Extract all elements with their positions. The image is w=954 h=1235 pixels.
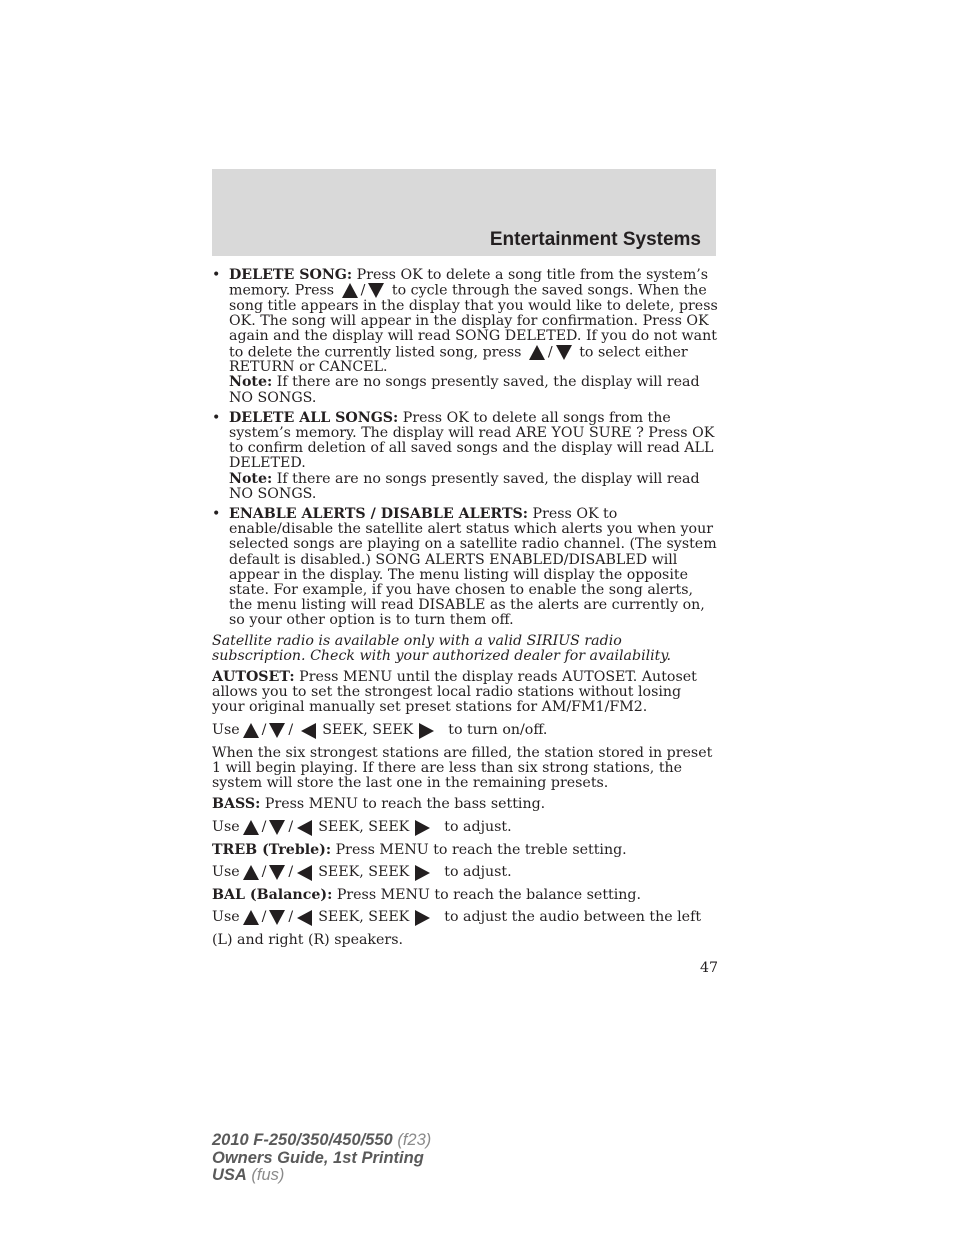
note-text: If there are no songs presently saved, the display will read NO SONGS. [229,374,700,406]
bullet-enable-alerts [212,507,718,629]
action-text: to adjust. [444,864,512,881]
bass-paragraph [212,797,718,812]
autoset-controls: Use / / SEEK, SEEK to turn on/off. [212,722,548,739]
autoset-label: AUTOSET: [212,669,295,686]
down-arrow-icon [269,820,285,835]
bullet-dot: • [212,506,221,523]
left-arrow-icon [301,723,316,739]
bullet-text: Press OK to enable/disable the satellite alert status which alerts you when your selected songs are playing on a satellite radio channel. (The system default is disabled.) SONG ALERTS ENABLED/DISABLED will appear in the display. The menu listing will display the opposite state. For example, if you have chosen to enable the song alerts, the menu listing will read DISABLE as the alerts are currently on, so your other option is to turn them off. [229,506,717,629]
seek-text: SEEK, SEEK [318,864,410,881]
down-arrow-icon [269,910,285,925]
treb-paragraph [212,843,718,858]
seek-text: SEEK, SEEK [318,909,410,926]
bullet-label: DELETE ALL SONGS: [229,409,399,426]
bullet-delete-all-songs [212,411,718,502]
up-arrow-icon [529,345,545,360]
action-text: to turn on/off. [448,722,548,739]
bullet-text: Press OK to delete a song title from the system’s memory. Press [229,267,709,299]
bullet-delete-song: • DELETE SONG: Press OK to delete a song title from the system’s memory. Press / to cycle through the saved songs. When the song title appears in the display that you would like to delete, press OK. The song will appear in the display for confirmation. Press OK again and the display will read SONG DELETED. If you do not want to delete the currently listed song, press / to select either RETURN or CANCEL. Note: If there are no songs presently saved, the display will read NO SONGS. [212,267,718,406]
footer-model: 2010 F-250/350/450/550 [212,1131,393,1149]
section-title: Entertainment Systems [489,229,701,250]
use-text: Use [212,818,240,835]
bullet-text: to cycle through the saved songs. When the song title appears in the display that you would like to delete, press OK. The song will appear in the display for confirmation. Press OK again and the display will read SONG DELETED. If you do not want to delete the currently listed song, press [229,282,718,361]
action-text: to adjust. [444,818,512,835]
footer-region: USA [212,1166,247,1184]
seek-text: SEEK, SEEK [322,722,414,739]
bass-controls: Use / / SEEK, SEEK to adjust. [212,818,512,835]
down-arrow-icon [368,283,384,298]
up-arrow-icon [243,723,259,738]
document-footer [212,1132,431,1185]
left-arrow-icon [297,865,312,881]
bullet-label: DELETE SONG: [229,267,353,283]
use-text: Use [212,722,240,739]
bullet-label: ENABLE ALERTS / DISABLE ALERTS: [229,506,529,523]
note-text: If there are no songs presently saved, the display will read NO SONGS. [229,470,700,502]
footer-edition: Owners Guide, 1st Printing [212,1148,424,1167]
footer-code: (f23) [392,1131,432,1149]
up-arrow-icon [243,865,259,880]
autoset-text: Press MENU until the display reads AUTOSET. Autoset allows you to set the strongest local radio stations without losing your original manually set preset stations for AM/FM1/FM2. [212,669,697,716]
down-arrow-icon [269,723,285,738]
bal-continuation: (L) and right (R) speakers. [212,931,403,948]
down-arrow-icon [269,865,285,880]
left-arrow-icon [297,910,312,926]
bullet-dot: • [212,267,221,283]
note-label: Note: [229,470,273,487]
bullet-text: to select either RETURN or CANCEL. [229,344,688,376]
page-number: 47 [700,960,719,976]
page-content [212,268,718,954]
section-header [212,169,716,256]
right-arrow-icon [419,723,434,739]
autoset-after: When the six strongest stations are filled, the station stored in preset 1 will begin playing. If there are less than six strong stations, the system will store the last one in the remaining presets. [212,744,713,792]
up-arrow-icon [342,283,358,298]
right-arrow-icon [415,865,430,881]
seek-text: SEEK, SEEK [318,818,410,835]
right-arrow-icon [415,910,430,926]
action-text: to adjust the audio between the left [444,909,702,926]
bal-controls: Use / / SEEK, SEEK to adjust the audio between the left [212,909,702,926]
satellite-note: Satellite radio is available only with a valid SIRIUS radio subscription. Check with your authorized dealer for availability. [212,632,672,664]
bass-label: BASS: [212,796,261,813]
bal-paragraph [212,888,718,903]
bullet-dot: • [212,409,221,426]
bass-text: Press MENU to reach the bass setting. [260,796,546,813]
autoset-paragraph [212,670,718,716]
treb-label: TREB (Treble): [212,841,332,858]
up-arrow-icon [243,820,259,835]
up-arrow-icon [243,910,259,925]
left-arrow-icon [297,820,312,836]
down-arrow-icon [556,345,572,360]
bal-text: Press MENU to reach the balance setting. [332,886,641,903]
use-text: Use [212,909,240,926]
treb-text: Press MENU to reach the treble setting. [331,841,627,858]
bullet-text: Press OK to delete all songs from the system’s memory. The display will read ARE YOU SURE ? Press OK to confirm deletion of all saved songs and the display will read ALL DELETED. [229,409,715,472]
note-label: Note: [229,374,273,391]
footer-region-code: (fus) [246,1166,285,1184]
treb-controls: Use / / SEEK, SEEK to adjust. [212,864,512,881]
right-arrow-icon [415,820,430,836]
use-text: Use [212,864,240,881]
bal-label: BAL (Balance): [212,886,333,903]
